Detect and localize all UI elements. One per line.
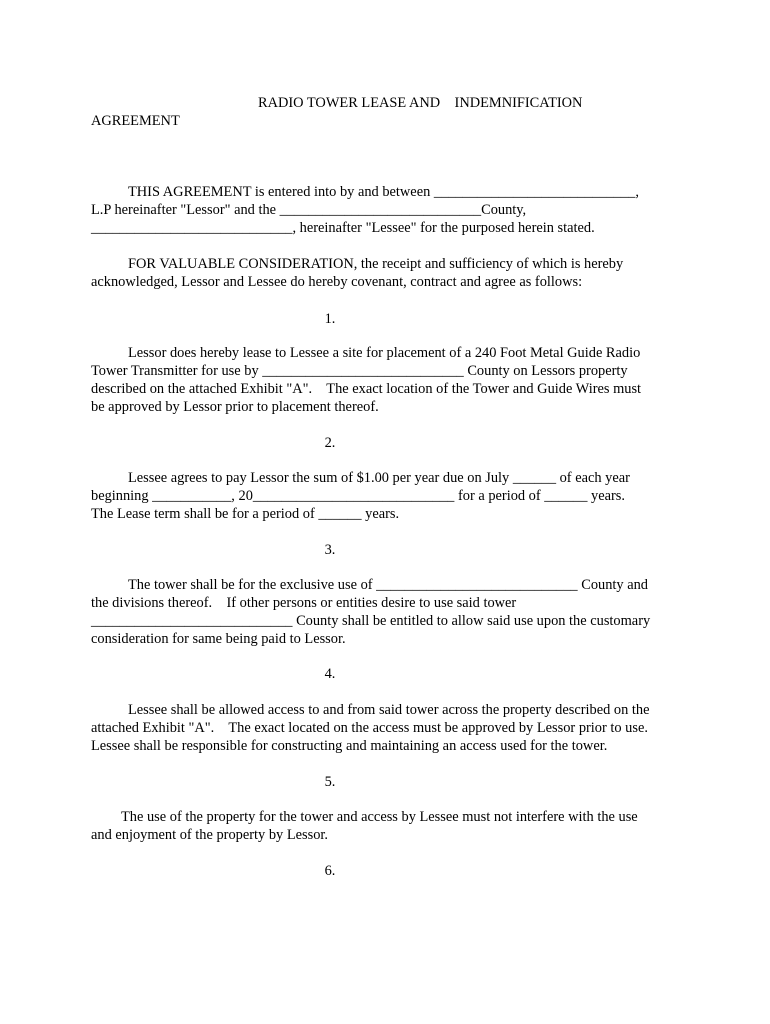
section-number-5: 5. <box>324 774 336 790</box>
section-5-line-2: and enjoyment of the property by Lessor. <box>91 827 328 843</box>
section-number-2: 2. <box>324 435 336 451</box>
section-number-1: 1. <box>324 311 336 327</box>
title-line-1: RADIO TOWER LEASE AND INDEMNIFICATION <box>258 95 583 111</box>
section-3-line-4: consideration for same being paid to Lessor. <box>91 631 346 647</box>
section-4-line-1: Lessee shall be allowed access to and from said tower across the property described on the <box>128 702 650 718</box>
section-3-line-2: the divisions thereof. If other persons or entities desire to use said tower <box>91 595 517 611</box>
section-number-3: 3. <box>324 542 336 558</box>
section-5-line-1: The use of the property for the tower and access by Lessee must not interfere with the use <box>121 809 638 825</box>
section-4-line-3: Lessee shall be responsible for constructing and maintaining an access used for the tower. <box>91 738 608 754</box>
section-1-line-1: Lessor does hereby lease to Lessee a site for placement of a 240 Foot Metal Guide Radio <box>128 345 641 361</box>
intro-line-2: L.P hereinafter "Lessor" and the ____________________________County, <box>91 202 527 218</box>
section-number-6: 6. <box>324 863 336 879</box>
section-2-line-1: Lessee agrees to pay Lessor the sum of $1.00 per year due on July ______ of each year <box>128 470 630 486</box>
intro-line-1: THIS AGREEMENT is entered into by and between ____________________________, <box>128 184 639 200</box>
section-1-line-3: described on the attached Exhibit "A". The exact location of the Tower and Guide Wires must <box>91 381 642 397</box>
title-line-2: AGREEMENT <box>91 113 180 129</box>
consideration-line-1: FOR VALUABLE CONSIDERATION, the receipt and sufficiency of which is hereby <box>128 256 624 272</box>
section-3-line-1: The tower shall be for the exclusive use of ____________________________ County and <box>128 577 648 593</box>
section-1-line-4: be approved by Lessor prior to placement thereof. <box>91 399 379 415</box>
section-3-line-3: ____________________________ County shall be entitled to allow said use upon the customary <box>91 613 651 629</box>
section-number-4: 4. <box>324 666 336 682</box>
section-1-line-2: Tower Transmitter for use by ____________________________ County on Lessors property <box>91 363 628 379</box>
section-2-line-2: beginning ___________, 20____________________________ for a period of ______ years. <box>91 488 625 504</box>
section-2-line-3: The Lease term shall be for a period of ______ years. <box>91 506 400 522</box>
intro-line-3: ____________________________, hereinafter "Lessee" for the purposed herein stated. <box>91 220 595 236</box>
section-4-line-2: attached Exhibit "A". The exact located on the access must be approved by Lessor prior to use. <box>91 720 648 736</box>
consideration-line-2: acknowledged, Lessor and Lessee do hereby covenant, contract and agree as follows: <box>91 274 583 290</box>
